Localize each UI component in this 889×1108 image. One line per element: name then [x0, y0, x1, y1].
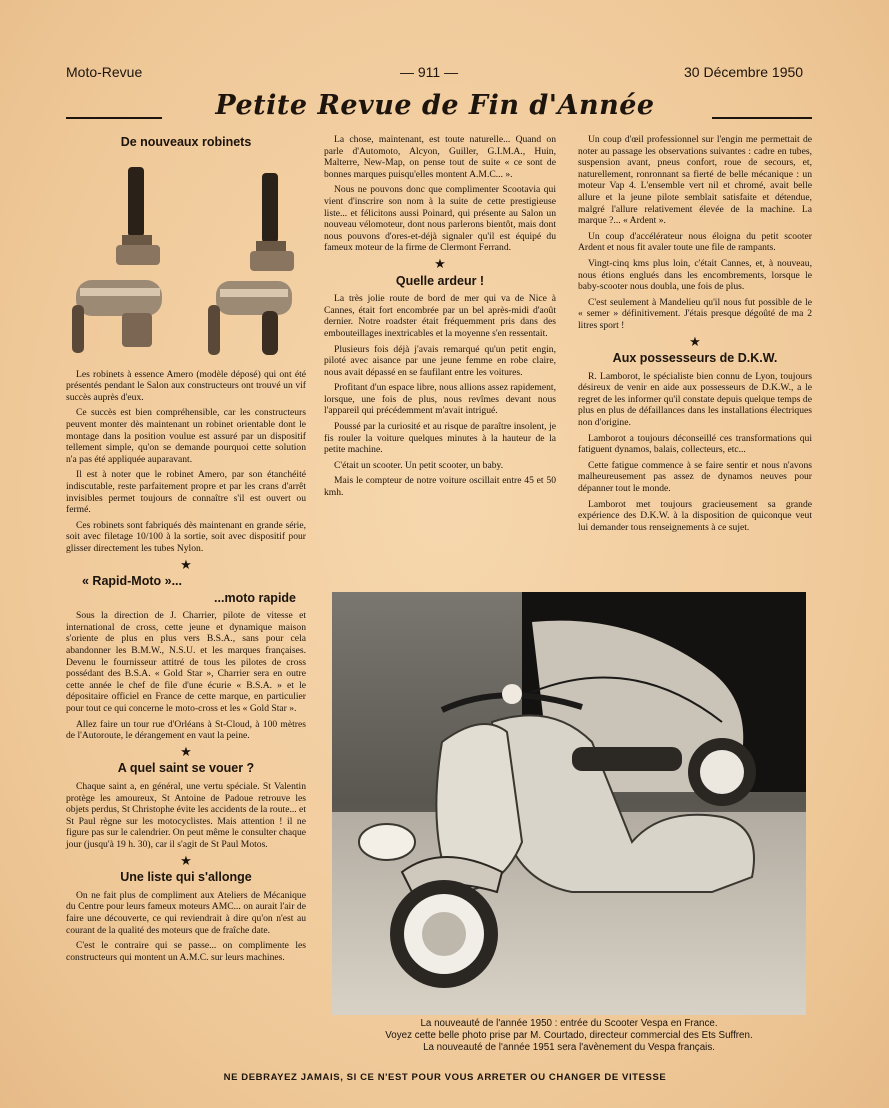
liste-paragraph-2: C'est le contraire qui se passe... on complimente les constructeurs qui montent un A.M.C. sur leurs machines. — [66, 940, 306, 963]
column-2 — [324, 134, 556, 503]
rapid-paragraph-1: Sous la direction de J. Charrier, pilote de vitesse et international de cross, cette jeune et dynamique maison s'oriente de plus en plus vers B.S.A., sans pour cela abandonner les B.M.W., N.S.U. et les marques françaises. Devenu le fournisseur attitré de tous les pilotes de cross possédant des B.S.A. « Gold Star », Charrier sera en outre cette année le chef de file d'une écurie « B.S.A. » et le dépositaire officiel en France de cette marque, en particulier pour tout ce qui concerne le moto-cross et les « Gold Star ». — [66, 610, 306, 715]
dkw-paragraph-3: Cette fatigue commence à se faire sentir et nous n'avons malheureusement pas assez de dynamos neuves pour dépanner tout le monde. — [578, 459, 812, 495]
caption-line-2: Voyez cette belle photo prise par M. Courtado, directeur commercial des Ets Suffren. — [385, 1030, 753, 1041]
heading-saint: A quel saint se vouer ? — [117, 761, 255, 776]
fuel-tap-right-icon — [208, 173, 294, 355]
photo-caption — [322, 1018, 816, 1054]
robinets-paragraph-1: Les robinets à essence Amero (modèle déposé) qui ont été présentés pendant le Salon aux constructeurs ont trouvé un vif succès auprès d'eux. — [66, 368, 306, 403]
amc-paragraph-2: Nous ne pouvons donc que complimenter Scootavia qui vient d'inscrire son nom à la suite de cette prestigieuse liste... et félicitons aussi Poinard, qui présente au Salon un nouveau vélomoteur, dont nous parlerons bientôt, mais dont nous pouvons d'ores-et-déjà signaler qu'il est équipé du fameux moteur de la firme de Clermont Ferrand. — [324, 184, 556, 254]
heading-liste: Une liste qui s'allonge — [120, 870, 252, 885]
caption-line-3: La nouveauté de l'année 1951 sera l'avènement du Vespa français. — [423, 1042, 715, 1053]
magazine-name: Moto-Revue — [66, 64, 143, 80]
heading-rapid-moto-2: ...moto rapide — [214, 590, 296, 605]
ardeur-paragraph-5: C'était un scooter. Un petit scooter, un baby. — [334, 459, 504, 471]
amc-paragraph-1: La chose, maintenant, est toute naturelle... Quand on parle d'Automoto, Alcyon, Guiller, G.I.M.A., Huin, Malterre, New-Map, on pense tout de suite « ce sont de bonnes marques puisqu'elles montent A.M.C... ». — [324, 134, 556, 180]
liste-paragraph-1: On ne fait plus de compliment aux Ateliers de Mécanique du Centre pour leurs fameux moteurs AMC... on aurait l'air de faire une découverte, ce qui reviendrait à dire qu'on n'est au courant de la qualité des moteurs que de fraîche date. — [66, 889, 306, 936]
ardent-paragraph-1: Un coup d'œil professionnel sur l'engin me permettait de noter au passage les observations suivantes : cadre en tubes, suspension avant, pneus confort, roue de secours, et, naturellement, ronronnant sa fierté de belle mécanique : un moteur Vap 4. L'ensemble vert nil et chromé, avait belle allure et la jeune pilote semblait satisfaite et détendue, malgré l'allure relativement élevée de la machine. La marque ?... « Ardent ». — [578, 134, 812, 227]
heading-dkw: Aux possesseurs de D.K.W. — [612, 351, 778, 366]
heading-robinets: De nouveaux robinets — [120, 135, 252, 149]
robinets-paragraph-4: Ces robinets sont fabriqués dès maintenant en grande série, soit avec filetage 10/100 à la sortie, soit avec dispositif pour glisser directement les tubes Nylon. — [66, 519, 306, 554]
ardent-paragraph-2: Un coup d'accélérateur nous éloigna du petit scooter Ardent et nous fit avaler toute une file de rampants. — [578, 230, 812, 254]
dkw-paragraph-2: Lamborot a toujours déconseillé ces transformations qui fatiguent dynamos, balais, collecteurs, etc... — [578, 432, 812, 456]
issue-date: 30 Décembre 1950 — [684, 64, 804, 80]
dkw-paragraph-4: Lamborot met toujours gracieusement sa grande expérience des D.K.W. à la disposition de quiconque veut lui demander tous renseignements à ce sujet. — [578, 498, 812, 533]
star-separator-icon: ★ — [180, 743, 192, 759]
star-separator-icon: ★ — [434, 255, 446, 271]
ardeur-paragraph-1: La très jolie route de bord de mer qui va de Nice à Cannes, était fort encombrée par un bel après-midi d'août dernier. Notre roadster était fréquemment pris dans des embouteillages inextricables et la moyenne s'en ressentait. — [324, 293, 556, 339]
column-1 — [66, 132, 306, 967]
heading-rapid-moto-1: « Rapid-Moto »... — [82, 574, 182, 589]
fuel-taps-image — [66, 155, 296, 365]
ardent-paragraph-4: C'est seulement à Mandelieu qu'il nous fut possible de le « semer » définitivement. J'étais presque dégoûté de ma 2 litres sport ! — [578, 296, 812, 331]
star-separator-icon: ★ — [180, 852, 192, 868]
title-rule-left — [66, 117, 162, 119]
page-number: — 911 — — [400, 64, 459, 80]
fuel-tap-left-icon — [72, 167, 162, 353]
ardeur-paragraph-2: Plusieurs fois déjà j'avais remarqué qu'un petit engin, piloté avec aisance par une jeune femme en robe claire, nous avait dépassé en se faufilant entre les voitures. — [324, 343, 556, 378]
ardent-paragraph-3: Vingt-cinq kms plus loin, c'était Cannes, et, à nouveau, nous étions englués dans les encombrements, lorsque le baby-scooter nous doubla, une fois de plus. — [578, 257, 812, 293]
saint-paragraph: Chaque saint a, en général, une vertu spéciale. St Valentin protège les amoureux, St Antoine de Padoue retrouve les objets perdus, St Christophe évite les accidents de la route... et St Paul règne sur les motocyclistes. Mais attention ! il ne figure pas sur le calendrier. On peut même le consulter chaque jour (jusqu'à 19 h. 30), car il s'agit de St Paul Motos. — [66, 781, 306, 850]
title-rule-right — [712, 117, 812, 119]
vespa-photo — [332, 592, 806, 1015]
dkw-paragraph-1: R. Lamborot, le spécialiste bien connu de Lyon, toujours désireux de venir en aide aux possesseurs de D.K.W., a le regret de les informer qu'il constate depuis quelque temps de plus en plus de défaillances dans les installations électriques non d'origine. — [578, 370, 812, 429]
heading-ardeur: Quelle ardeur ! — [395, 273, 485, 288]
page-title: Petite Revue de Fin d'Année — [215, 90, 655, 121]
caption-line-1: La nouveauté de l'année 1950 : entrée du Scooter Vespa en France. — [420, 1018, 718, 1029]
star-separator-icon: ★ — [689, 333, 701, 349]
robinets-paragraph-3: Il est à noter que le robinet Amero, par son étanchéité indiscutable, reste parfaitement propre et par les crans d'arrêt invisibles permet toujours de connaître s'il est ouvert ou fermé. — [66, 469, 306, 516]
footer-slogan: NE DEBRAYEZ JAMAIS, SI CE N'EST POUR VOUS ARRETER OU CHANGER DE VITESSE — [223, 1072, 667, 1083]
star-separator-icon: ★ — [180, 556, 192, 572]
vespa-scooter-icon — [332, 592, 806, 1015]
ardeur-paragraph-3: Profitant d'un espace libre, nous allions assez rapidement, lorsque, une fois de plus, nous revîmes devant nous l'appareil qui précédemment m'avait intrigué. — [324, 382, 556, 417]
ardeur-paragraph-4: Poussé par la curiosité et au risque de paraître insolent, je fis rouler la voiture quelques minutes à la hauteur de la petite machine. — [324, 421, 556, 456]
column-3 — [578, 134, 812, 537]
ardeur-paragraph-6: Mais le compteur de notre voiture oscillait entre 45 et 50 kmh. — [324, 475, 556, 499]
rapid-paragraph-2: Allez faire un tour rue d'Orléans à St-Cloud, à 100 mètres de l'Autoroute, le dérangement en vaut la peine. — [66, 718, 306, 742]
robinets-paragraph-2: Ce succès est bien compréhensible, car les constructeurs peuvent monter dès maintenant un robinet orientable dont le montage dans la position voulue est assuré par un dispositif tellement simple, qu'on se demande pourquoi cette solution n'a pas été appliquée auparavant. — [66, 407, 306, 465]
